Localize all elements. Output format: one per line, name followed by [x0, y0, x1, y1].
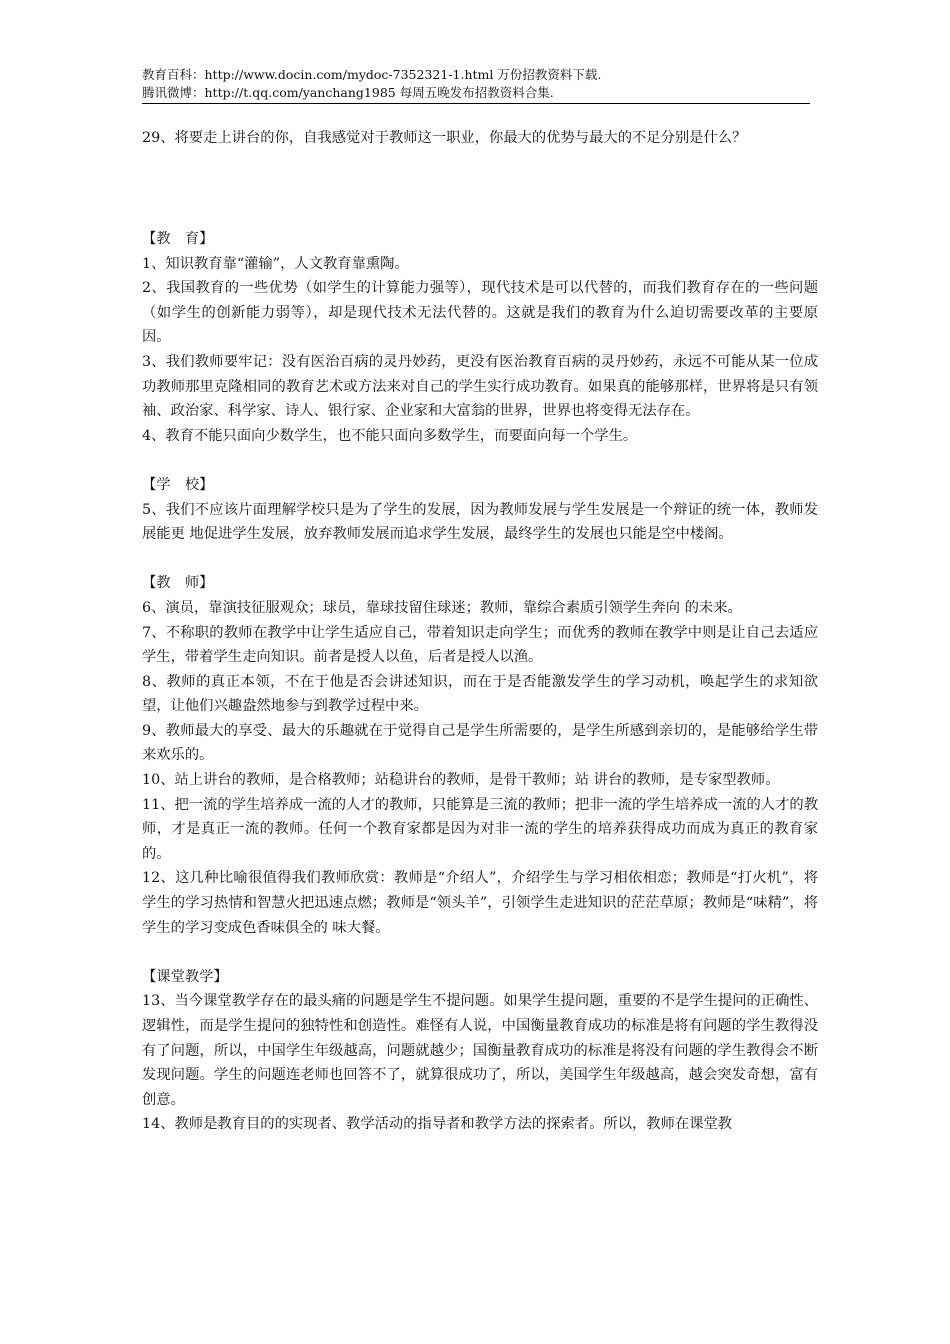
- paragraph: 14、教师是教育目的的实现者、教学活动的指导者和教学方法的探索者。所以，教师在课堂教: [142, 1116, 733, 1133]
- paragraph: 11、把一流的学生培养成一流的人才的教师，只能算是三流的教师；把非一流的学生培养成一流的人才的教师，才是真正一流的教师。任何一个教育家都是因为对非一流的学生的培养获得成功而成为真正的教育家的。: [142, 796, 818, 862]
- paragraph: 13、当今课堂教学存在的最头痛的问题是学生不提问题。如果学生提问题，重要的不是学生提问的正确性、逻辑性，而是学生提问的独特性和创造性。难怪有人说，中国衡量教育成功的标准是将有问题的学生教得没有了问题，所以，中国学生年级越高，问题就越少；国衡量教育成功的标准是将没有问题的学生教得会不断发现问题。学生的问题连老师也回答不了，就算很成功了，所以，美国学生年级越高，越会突发奇想，富有创意。: [142, 993, 818, 1108]
- header-line-2: 腾讯微博：http://t.qq.com/yanchang1985 每周五晚发布招教资料合集.: [142, 85, 554, 100]
- section-classroom-teaching: [142, 965, 818, 1137]
- header-line-1: 教育百科：http://www.docin.com/mydoc-7352321-1.html 万份招教资料下载.: [142, 67, 602, 82]
- paragraph: 6、演员，靠演技征服观众；球员，靠球技留住球迷；教师，靠综合素质引领学生奔向 的未来。: [142, 599, 742, 616]
- question-29: 29、将要走上讲台的你，自我感觉对于教师这一职业，你最大的优势与最大的不足分别是什么？: [142, 130, 747, 146]
- section-teacher: [142, 571, 818, 940]
- section-title: 【学 校】: [142, 476, 214, 493]
- document-body: [142, 227, 818, 1137]
- paragraph: 1、知识教育靠“灌输”，人文教育靠熏陶。: [142, 255, 409, 272]
- paragraph: 12、这几种比喻很值得我们教师欣赏：教师是“介绍人”，介绍学生与学习相依相恋；教师是“打火机”，将学生的学习热情和智慧火把迅速点燃；教师是“领头羊”，引领学生走进知识的茫茫草原；教师是“味精”，将学生的学习变成色香味俱全的 味大餐。: [142, 870, 818, 936]
- paragraph: 8、教师的真正本领，不在于他是否会讲述知识，而在于是否能激发学生的学习动机，唤起学生的求知欲望，让他们兴趣盎然地参与到教学过程中来。: [142, 673, 818, 715]
- paragraph: 4、教育不能只面向少数学生，也不能只面向多数学生，而要面向每一个学生。: [142, 427, 638, 444]
- paragraph: 3、我们教师要牢记：没有医治百病的灵丹妙药，更没有医治教育百病的灵丹妙药，永远不可能从某一位成功教师那里克隆相同的教育艺术或方法来对自己的学生实行成功教育。如果真的能够那样，世界将是只有领袖、政治家、科学家、诗人、银行家、企业家和大富翁的世界，世界也将变得无法存在。: [142, 353, 818, 420]
- section-title: 【课堂教学】: [142, 968, 228, 985]
- paragraph: 9、教师最大的享受、最大的乐趣就在于觉得自己是学生所需要的，是学生所感到亲切的，是能够给学生带来欢乐的。: [142, 722, 818, 764]
- paragraph: 10、站上讲台的教师，是合格教师；站稳讲台的教师，是骨干教师；站 讲台的教师，是专家型教师。: [142, 772, 780, 789]
- page-header: [142, 66, 810, 104]
- paragraph: 2、我国教育的一些优势（如学生的计算能力强等），现代技术是可以代替的，而我们教育存在的一些问题（如学生的创新能力弱等），却是现代技术无法代替的。这就是我们的教育为什么迫切需要改革的主要原因。: [142, 280, 818, 346]
- paragraph: 7、不称职的教师在教学中让学生适应自己，带着知识走向学生；而优秀的教师在教学中则是让自己去适应学生，带着学生走向知识。前者是授人以鱼，后者是授人以渔。: [142, 624, 818, 666]
- section-education: [142, 227, 818, 448]
- section-title: 【教 育】: [142, 231, 214, 247]
- section-title: 【教 师】: [142, 575, 214, 592]
- paragraph: 5、我们不应该片面理解学校只是为了学生的发展，因为教师发展与学生发展是一个辩证的统一体，教师发展能更 地促进学生发展，放弃教师发展而追求学生发展，最终学生的发展也只能是空中楼阁。: [142, 501, 818, 543]
- section-school: [142, 473, 818, 547]
